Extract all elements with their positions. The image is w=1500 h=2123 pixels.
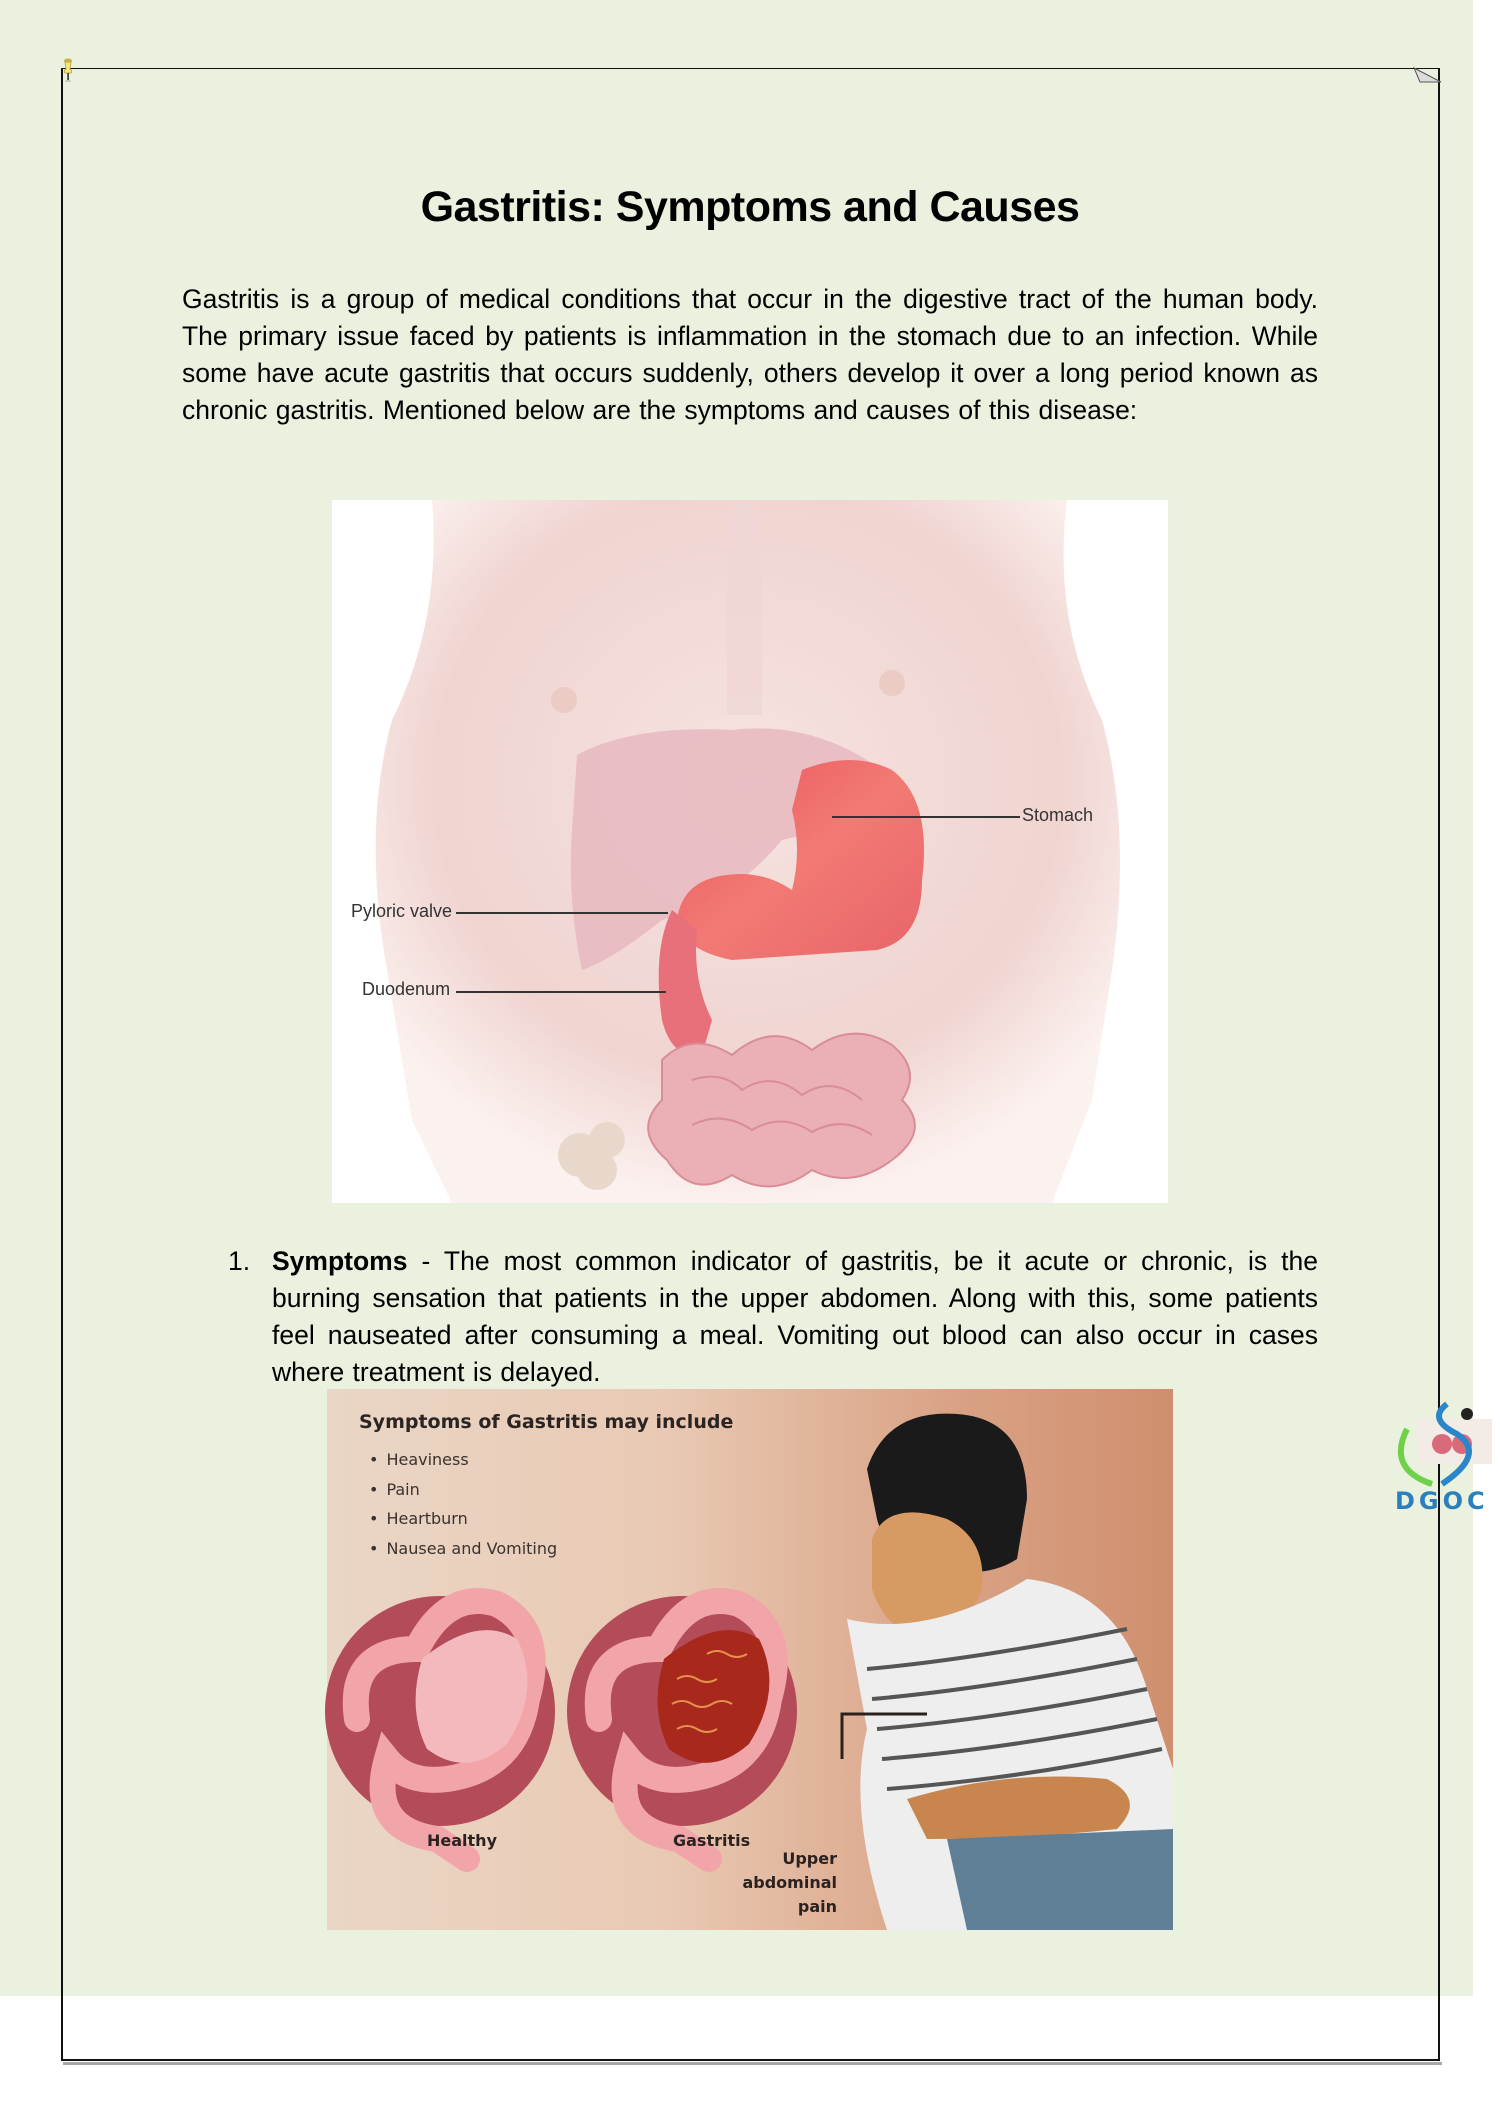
numbered-list — [218, 1243, 1318, 1391]
list-item-separator: - — [407, 1246, 444, 1276]
anatomy-illustration — [332, 500, 1168, 1203]
symptom-item: • Nausea and Vomiting — [369, 1534, 557, 1564]
list-item-symptoms — [218, 1243, 1318, 1391]
border-shadow — [63, 2062, 1442, 2065]
stomach-label: Stomach — [1022, 805, 1094, 825]
pyloric-valve-leader-line — [456, 912, 668, 914]
stomach-leader-line — [832, 816, 1020, 818]
page-curl-icon — [1413, 66, 1443, 84]
infographic-title: Symptoms of Gastritis may include — [359, 1411, 734, 1433]
intro-paragraph: Gastritis is a group of medical conditions that occur in the digestive tract of the human body. The primary issue faced by patients is inflammation in the stomach due to an infection. While some have acute gastritis that occurs suddenly, others develop it over a long period known as chronic gastritis. Mentioned below are the symptoms and causes of this disease: — [182, 284, 1318, 425]
list-item-body — [272, 1243, 1318, 1391]
pushpin-icon — [60, 58, 76, 82]
torso-illustration — [332, 500, 1168, 1203]
healthy-label: Healthy — [427, 1831, 497, 1850]
symptom-item: • Heaviness — [369, 1445, 557, 1475]
dgoc-logo-icon — [1387, 1399, 1497, 1489]
gastritis-label: Gastritis — [673, 1831, 751, 1850]
duodenum-leader-line — [456, 991, 666, 993]
pain-label-line-1: Upper — [782, 1849, 837, 1868]
pain-label-line-2: abdominal — [742, 1873, 837, 1892]
symptoms-infographic — [327, 1389, 1489, 1930]
upper-abdominal-pain-label — [737, 1847, 837, 1919]
duodenum-label: Duodenum — [362, 979, 451, 999]
list-number: 1. — [228, 1246, 251, 1276]
list-item-text: The most common indicator of gastritis, be it acute or chronic, is the burning sensation that patients in the upper abdomen. Along with this, some patients feel nauseated after consuming a meal. Vomiting out blood can also occur in cases where treatment is delayed. — [272, 1246, 1318, 1387]
page-title: Gastritis: Symptoms and Causes — [420, 183, 1080, 231]
symptoms-list — [369, 1445, 557, 1563]
symptom-item: • Pain — [369, 1475, 557, 1505]
dgoc-logo — [1387, 1399, 1497, 1519]
pyloric-valve-label: Pyloric valve — [351, 901, 453, 921]
symptom-item: • Heartburn — [369, 1504, 557, 1534]
list-item-heading: Symptoms — [272, 1246, 408, 1276]
dgoc-logo-text: DGOC — [1395, 1487, 1489, 1515]
pain-label-line-3: pain — [797, 1897, 837, 1916]
